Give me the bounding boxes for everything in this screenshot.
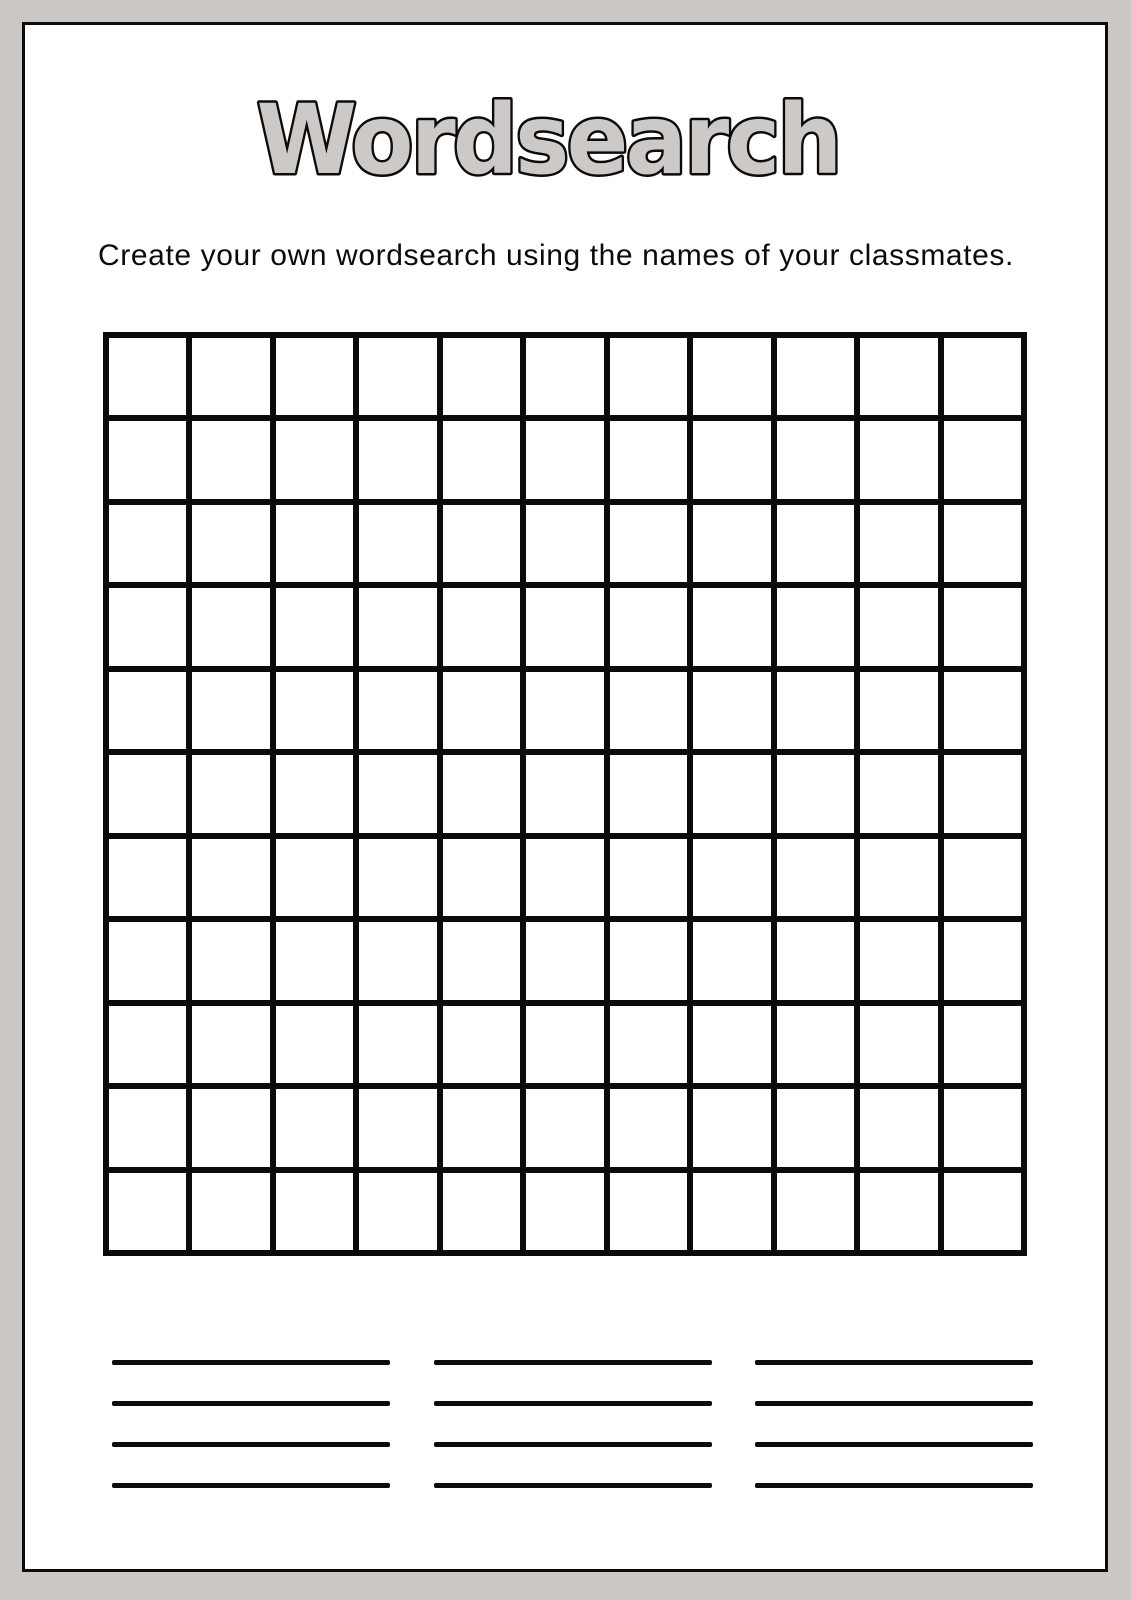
grid-cell-r9c3 (276, 1006, 353, 1083)
grid-cell-r8c2 (192, 922, 269, 999)
grid-cell-r11c9 (777, 1173, 854, 1250)
grid-cell-r8c4 (359, 922, 436, 999)
worksheet-page (22, 22, 1108, 1572)
grid-cell-r10c9 (777, 1089, 854, 1166)
grid-cell-r3c11 (944, 505, 1021, 582)
grid-cell-r4c6 (526, 588, 603, 665)
name-lines-section (25, 1360, 1105, 1520)
grid-cell-r3c8 (693, 505, 770, 582)
grid-cell-r9c4 (359, 1006, 436, 1083)
grid-cell-r10c1 (109, 1089, 186, 1166)
grid-cell-r7c3 (276, 839, 353, 916)
name-lines-column-3 (755, 1360, 1033, 1524)
grid-cell-r8c8 (693, 922, 770, 999)
grid-cell-r2c7 (610, 421, 687, 498)
grid-cell-r6c10 (860, 755, 937, 832)
grid-cell-r1c8 (693, 338, 770, 415)
grid-cell-r6c9 (777, 755, 854, 832)
grid-cell-r4c2 (192, 588, 269, 665)
grid-cell-r10c4 (359, 1089, 436, 1166)
grid-cell-r6c7 (610, 755, 687, 832)
title-svg (25, 85, 1105, 215)
grid-cell-r7c11 (944, 839, 1021, 916)
grid-cell-r4c1 (109, 588, 186, 665)
grid-cell-r6c6 (526, 755, 603, 832)
name-blank-line-3-4 (755, 1483, 1033, 1488)
grid-cell-r6c11 (944, 755, 1021, 832)
grid-cell-r10c8 (693, 1089, 770, 1166)
grid-cell-r2c9 (777, 421, 854, 498)
grid-cell-r11c10 (860, 1173, 937, 1250)
grid-cell-r8c7 (610, 922, 687, 999)
grid-cell-r5c6 (526, 672, 603, 749)
grid-cell-r10c2 (192, 1089, 269, 1166)
grid-cell-r5c2 (192, 672, 269, 749)
name-blank-line-1-4 (112, 1483, 390, 1488)
grid-cell-r5c1 (109, 672, 186, 749)
grid-cell-r4c4 (359, 588, 436, 665)
grid-cell-r5c8 (693, 672, 770, 749)
grid-cell-r4c8 (693, 588, 770, 665)
grid-cell-r5c3 (276, 672, 353, 749)
grid-cell-r2c2 (192, 421, 269, 498)
grid-cell-r7c1 (109, 839, 186, 916)
grid-cell-r1c10 (860, 338, 937, 415)
grid-cell-r3c9 (777, 505, 854, 582)
grid-cell-r9c9 (777, 1006, 854, 1083)
grid-cell-r9c7 (610, 1006, 687, 1083)
grid-cell-r2c4 (359, 421, 436, 498)
name-blank-line-2-1 (434, 1360, 712, 1365)
grid-cell-r9c8 (693, 1006, 770, 1083)
grid-cell-r3c3 (276, 505, 353, 582)
grid-cell-r1c11 (944, 338, 1021, 415)
name-lines-column-1 (112, 1360, 390, 1524)
grid-cell-r11c8 (693, 1173, 770, 1250)
name-blank-line-2-3 (434, 1442, 712, 1447)
grid-cell-r7c4 (359, 839, 436, 916)
grid-cell-r11c3 (276, 1173, 353, 1250)
grid-cell-r9c1 (109, 1006, 186, 1083)
grid-cell-r7c5 (443, 839, 520, 916)
name-lines-column-2 (434, 1360, 712, 1524)
grid-cell-r8c10 (860, 922, 937, 999)
grid-cell-r10c3 (276, 1089, 353, 1166)
grid-cell-r7c6 (526, 839, 603, 916)
grid-cell-r3c6 (526, 505, 603, 582)
grid-cell-r1c5 (443, 338, 520, 415)
name-blank-line-3-3 (755, 1442, 1033, 1447)
grid-cell-r7c9 (777, 839, 854, 916)
grid-cell-r7c8 (693, 839, 770, 916)
grid-cell-r6c4 (359, 755, 436, 832)
page-title: Wordsearch (256, 85, 840, 196)
name-blank-line-1-3 (112, 1442, 390, 1447)
grid-cell-r10c10 (860, 1089, 937, 1166)
grid-cell-r10c11 (944, 1089, 1021, 1166)
grid-cell-r7c2 (192, 839, 269, 916)
grid-cell-r3c1 (109, 505, 186, 582)
grid-cell-r9c10 (860, 1006, 937, 1083)
wordsearch-grid (103, 332, 1027, 1256)
name-blank-line-1-2 (112, 1401, 390, 1406)
grid-cell-r1c1 (109, 338, 186, 415)
grid-cell-r3c4 (359, 505, 436, 582)
grid-cell-r8c11 (944, 922, 1021, 999)
grid-cell-r1c3 (276, 338, 353, 415)
grid-cell-r8c9 (777, 922, 854, 999)
grid-cell-r6c1 (109, 755, 186, 832)
grid-cell-r11c5 (443, 1173, 520, 1250)
grid-cell-r5c11 (944, 672, 1021, 749)
grid-cell-r11c6 (526, 1173, 603, 1250)
grid-cell-r2c11 (944, 421, 1021, 498)
grid-cell-r2c1 (109, 421, 186, 498)
grid-cell-r5c4 (359, 672, 436, 749)
grid-cell-r2c6 (526, 421, 603, 498)
grid-cell-r2c3 (276, 421, 353, 498)
grid-cell-r2c8 (693, 421, 770, 498)
grid-cell-r4c7 (610, 588, 687, 665)
worksheet-title-wrap (25, 85, 1105, 215)
grid-cell-r3c2 (192, 505, 269, 582)
grid-cell-r5c9 (777, 672, 854, 749)
grid-cell-r11c2 (192, 1173, 269, 1250)
grid-cell-r9c11 (944, 1006, 1021, 1083)
grid-cell-r10c6 (526, 1089, 603, 1166)
grid-cell-r8c1 (109, 922, 186, 999)
grid-cell-r8c5 (443, 922, 520, 999)
grid-cell-r3c5 (443, 505, 520, 582)
grid-cell-r1c7 (610, 338, 687, 415)
grid-cell-r9c2 (192, 1006, 269, 1083)
grid-cell-r3c7 (610, 505, 687, 582)
grid-cell-r6c5 (443, 755, 520, 832)
grid-cell-r11c7 (610, 1173, 687, 1250)
grid-cell-r5c10 (860, 672, 937, 749)
grid-cell-r10c7 (610, 1089, 687, 1166)
grid-cell-r7c7 (610, 839, 687, 916)
grid-cell-r1c6 (526, 338, 603, 415)
grid-cell-r7c10 (860, 839, 937, 916)
grid-cell-r1c9 (777, 338, 854, 415)
grid-cell-r11c1 (109, 1173, 186, 1250)
grid-cell-r8c3 (276, 922, 353, 999)
grid-cell-r1c4 (359, 338, 436, 415)
grid-cell-r6c8 (693, 755, 770, 832)
grid-cell-r11c11 (944, 1173, 1021, 1250)
grid-cell-r4c11 (944, 588, 1021, 665)
name-blank-line-3-1 (755, 1360, 1033, 1365)
grid-cell-r10c5 (443, 1089, 520, 1166)
name-blank-line-2-4 (434, 1483, 712, 1488)
grid-cell-r3c10 (860, 505, 937, 582)
grid-cell-r9c5 (443, 1006, 520, 1083)
grid-cell-r11c4 (359, 1173, 436, 1250)
grid-cell-r8c6 (526, 922, 603, 999)
grid-cell-r4c10 (860, 588, 937, 665)
grid-cell-r6c3 (276, 755, 353, 832)
grid-cell-r1c2 (192, 338, 269, 415)
grid-cell-r9c6 (526, 1006, 603, 1083)
instruction-text: Create your own wordsearch using the names of your classmates. (98, 239, 1014, 272)
grid-cell-r2c10 (860, 421, 937, 498)
name-blank-line-1-1 (112, 1360, 390, 1365)
grid-cell-r5c5 (443, 672, 520, 749)
grid-cell-r2c5 (443, 421, 520, 498)
name-blank-line-3-2 (755, 1401, 1033, 1406)
grid-cell-r4c5 (443, 588, 520, 665)
name-blank-line-2-2 (434, 1401, 712, 1406)
grid-cell-r5c7 (610, 672, 687, 749)
grid-cell-r4c9 (777, 588, 854, 665)
grid-cell-r6c2 (192, 755, 269, 832)
grid-cell-r4c3 (276, 588, 353, 665)
